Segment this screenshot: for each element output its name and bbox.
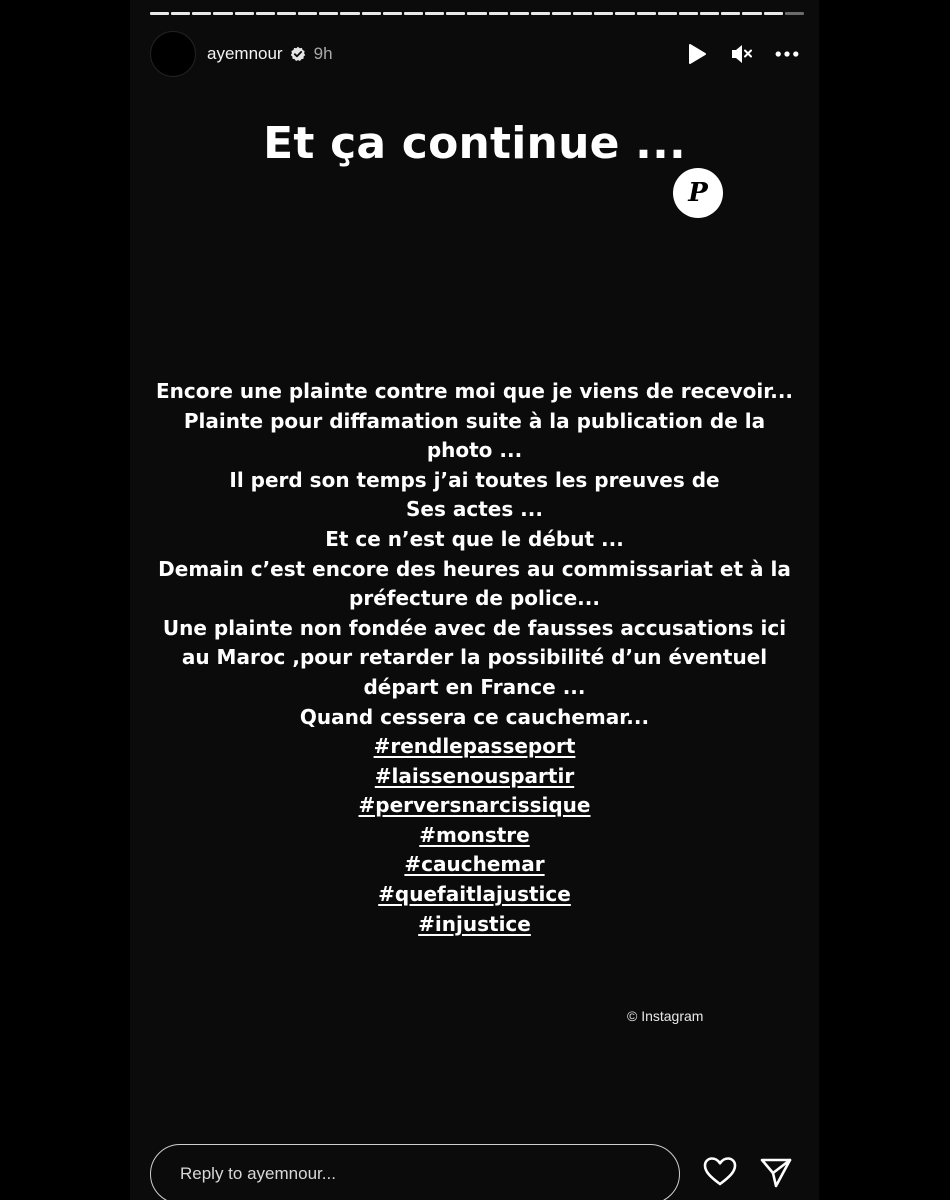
progress-segment	[531, 12, 550, 15]
story-text-line: départ en France ...	[363, 674, 586, 699]
progress-segment	[150, 12, 169, 15]
progress-segment	[552, 12, 571, 15]
story-timestamp: 9h	[313, 44, 333, 63]
progress-segment	[615, 12, 634, 15]
hashtag-link[interactable]: #quefaitlajustice	[378, 881, 571, 906]
story-text-line: photo ...	[426, 438, 523, 463]
progress-segment	[721, 12, 740, 15]
verified-badge-icon	[290, 46, 306, 62]
progress-segment	[425, 12, 444, 15]
story-text-line: Quand cessera ce cauchemar...	[299, 704, 650, 729]
hashtag-row	[130, 732, 819, 762]
progress-segment	[256, 12, 275, 15]
story-controls	[685, 42, 799, 66]
story-text-line: Encore une plainte contre moi que je viens de recevoir...	[155, 379, 794, 403]
more-options-button[interactable]	[775, 42, 799, 66]
progress-segment	[742, 12, 761, 15]
progress-segment	[298, 12, 317, 15]
hashtag-link[interactable]: #injustice	[418, 911, 531, 936]
progress-segment	[658, 12, 677, 15]
hashtag-row	[130, 821, 819, 851]
story-text-line: Et ce n’est que le début ...	[325, 526, 624, 551]
story-text-line: préfecture de police...	[349, 586, 600, 611]
hashtag-row	[130, 762, 819, 792]
avatar[interactable]	[150, 31, 196, 77]
progress-segment	[679, 12, 698, 15]
hashtag-link[interactable]: #laissenouspartir	[374, 763, 575, 788]
story-progress-bar	[150, 12, 804, 15]
story-headline: Et ça continue ...	[263, 118, 686, 169]
progress-segment	[489, 12, 508, 15]
story-header	[150, 31, 799, 77]
hashtag-row	[130, 791, 819, 821]
story-text-line: Une plainte non fondée avec de fausses accusations ici	[162, 615, 787, 640]
progress-segment	[362, 12, 381, 15]
progress-segment	[573, 12, 592, 15]
story-text-line: Ses actes ...	[406, 497, 543, 522]
progress-segment	[192, 12, 211, 15]
progress-segment	[383, 12, 402, 15]
progress-segment	[340, 12, 359, 15]
progress-segment	[277, 12, 296, 15]
progress-segment	[404, 12, 423, 15]
send-icon[interactable]	[759, 1157, 793, 1189]
progress-segment	[235, 12, 254, 15]
image-credit: © Instagram	[627, 1008, 704, 1024]
hashtag-list	[130, 732, 819, 939]
hashtag-link[interactable]: #monstre	[419, 822, 530, 847]
progress-segment	[594, 12, 613, 15]
play-button[interactable]	[685, 42, 709, 66]
progress-segment	[700, 12, 719, 15]
hashtag-row	[130, 910, 819, 940]
story-text-line: Demain c’est encore des heures au commissariat et à la	[158, 556, 791, 581]
purepeople-logo: P	[673, 168, 723, 218]
hashtag-link[interactable]: #cauchemar	[404, 852, 545, 877]
story-body-text	[140, 377, 809, 732]
hashtag-link[interactable]: #rendlepasseport	[373, 734, 576, 758]
more-options-icon	[775, 50, 799, 58]
progress-segment	[171, 12, 190, 15]
reply-bar[interactable]	[150, 1144, 680, 1200]
reply-input[interactable]	[178, 1163, 679, 1185]
username[interactable]: ayemnour	[207, 44, 283, 63]
play-icon	[687, 43, 707, 65]
progress-segment	[446, 12, 465, 15]
progress-segment	[764, 12, 783, 15]
progress-segment	[510, 12, 529, 15]
progress-segment	[319, 12, 338, 15]
hashtag-row	[130, 880, 819, 910]
story-text-line: au Maroc ,pour retarder la possibilité d’un éventuel	[181, 645, 768, 670]
mute-icon	[730, 43, 754, 65]
progress-segment	[637, 12, 656, 15]
progress-segment	[213, 12, 232, 15]
hashtag-row	[130, 850, 819, 880]
story-text-line: Il perd son temps j’ai toutes les preuves de	[229, 467, 720, 492]
story-text-line: Plainte pour diffamation suite à la publication de la	[183, 408, 766, 433]
heart-icon[interactable]	[703, 1156, 737, 1188]
story-viewer[interactable]	[130, 0, 819, 1200]
hashtag-link[interactable]: #perversnarcissique	[358, 793, 591, 818]
progress-segment	[467, 12, 486, 15]
mute-button[interactable]	[730, 42, 754, 66]
progress-segment	[785, 12, 804, 15]
